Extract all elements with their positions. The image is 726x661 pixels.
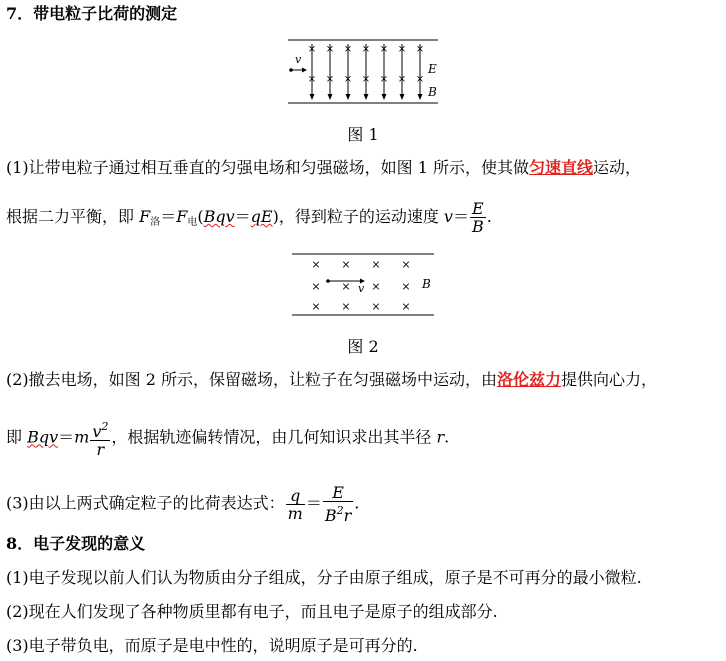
fig2-cross-mark: × bbox=[311, 258, 321, 271]
fraction-3-numerator: q bbox=[286, 487, 305, 505]
fig2-cross-mark: × bbox=[311, 280, 321, 293]
fig1-field-arrow bbox=[346, 94, 351, 100]
paragraph-2-line-1 bbox=[6, 370, 657, 390]
p2-line2-a: 即 bbox=[6, 427, 28, 447]
fig2-cross-mark: × bbox=[341, 300, 351, 313]
highlight-uniform-linear: 匀速直线 bbox=[529, 158, 594, 177]
p1-line2-a: 根据二力平衡，即 bbox=[6, 207, 140, 226]
fig1-cross-mark: × bbox=[325, 74, 335, 85]
fig1-label-B: B bbox=[428, 85, 437, 99]
symbol-r: r bbox=[436, 427, 445, 447]
fig1-field-arrow bbox=[382, 94, 387, 100]
fig1-label-v: v bbox=[295, 53, 302, 66]
fig1-field-arrow bbox=[400, 94, 405, 100]
fig1-cross-mark: × bbox=[397, 74, 407, 85]
subscript-luo: 洛 bbox=[150, 217, 161, 228]
equals-2: ＝ bbox=[234, 207, 251, 226]
symbol-F-electric: F bbox=[176, 207, 188, 226]
fig1-cross-mark: × bbox=[325, 44, 335, 55]
section-7-title: 7．带电粒子比荷的测定 bbox=[6, 4, 178, 23]
fig1-cross-mark: × bbox=[307, 44, 317, 55]
fraction-q-over-m bbox=[286, 487, 305, 522]
fig2-cross-mark: × bbox=[341, 258, 351, 271]
formula-qe: qE bbox=[250, 207, 273, 226]
fig1-cross-mark: × bbox=[343, 74, 353, 85]
p2-text-a: (2)撤去电场，如图 2 所示，保留磁场，让粒子在匀强磁场中运动，由 bbox=[6, 370, 498, 389]
equals-1: ＝ bbox=[160, 207, 177, 226]
fraction-e-over-b2r bbox=[323, 484, 353, 524]
figure-1-caption: 图 1 bbox=[347, 125, 379, 144]
section-8-item-2: (2)现在人们发现了各种物质里都有电子，而且电子是原子的组成部分. bbox=[6, 602, 498, 621]
fig2-label-B: B bbox=[422, 277, 431, 291]
subscript-dian: 电 bbox=[187, 217, 198, 228]
paren-close: ) bbox=[272, 207, 279, 226]
fig2-label-v: v bbox=[358, 282, 365, 295]
figure-2-diagram bbox=[292, 250, 442, 316]
fig1-cross-mark: × bbox=[307, 74, 317, 85]
fig2-cross-mark: × bbox=[401, 300, 411, 313]
fig1-cross-mark: × bbox=[415, 44, 425, 55]
fig2-cross-mark: × bbox=[371, 280, 381, 293]
highlight-lorentz-force: 洛伦兹力 bbox=[497, 370, 562, 389]
fig1-cross-mark: × bbox=[361, 44, 371, 55]
paren-open: ( bbox=[197, 207, 204, 226]
fraction-1-numerator: E bbox=[470, 200, 486, 218]
fig2-cross-mark: × bbox=[311, 300, 321, 313]
fraction-v2-over-r bbox=[90, 418, 110, 458]
p2-text-b: 提供向心力， bbox=[561, 370, 658, 389]
fig2-cross-mark: × bbox=[401, 280, 411, 293]
fraction-2-numerator bbox=[90, 418, 110, 441]
p3-text-a: (3)由以上两式确定粒子的比荷表达式： bbox=[6, 493, 285, 513]
fig1-cross-mark: × bbox=[379, 44, 389, 55]
fig1-label-E: E bbox=[428, 62, 437, 76]
period-2: . bbox=[444, 427, 450, 447]
fraction-4-numerator: E bbox=[323, 484, 353, 502]
p1-text-b: 运动， bbox=[593, 158, 642, 177]
fig1-field-arrow bbox=[418, 94, 423, 100]
fig1-cross-mark: × bbox=[343, 44, 353, 55]
fraction-2-v: v bbox=[92, 422, 102, 441]
fig1-cross-mark: × bbox=[415, 74, 425, 85]
figure-1-diagram bbox=[288, 36, 438, 108]
fraction-e-over-b bbox=[470, 200, 486, 235]
fraction-4-r: r bbox=[343, 506, 352, 525]
symbol-v: v bbox=[443, 207, 453, 226]
section-8-item-1: (1)电子发现以前人们认为物质由分子组成，分子由原子组成，原子是不可再分的最小微粒. bbox=[6, 568, 642, 587]
fig1-velocity-arrow bbox=[302, 68, 307, 73]
p1-line2-b: ，得到粒子的运动速度 bbox=[278, 207, 444, 226]
fig2-cross-mark: × bbox=[341, 280, 351, 293]
p2-line2-b: ，根据轨迹偏转情况，由几何知识求出其半径 bbox=[111, 427, 437, 447]
paragraph-1-line-1 bbox=[6, 158, 641, 178]
symbol-F-lorentz: F bbox=[139, 207, 151, 226]
paragraph-3 bbox=[6, 484, 359, 524]
equals-4: ＝ bbox=[58, 427, 75, 447]
formula-bqv: Bqv bbox=[203, 207, 235, 226]
period-3: . bbox=[354, 493, 360, 513]
equals-3: ＝ bbox=[452, 207, 469, 226]
fraction-1-denominator: B bbox=[471, 217, 484, 236]
fraction-3-denominator: m bbox=[287, 503, 303, 523]
p1-text-a: (1)让带电粒子通过相互垂直的匀强电场和匀强磁场，如图 1 所示，使其做 bbox=[6, 158, 530, 177]
fig2-cross-mark: × bbox=[401, 258, 411, 271]
fig1-field-arrow bbox=[310, 94, 315, 100]
paragraph-1-line-2 bbox=[6, 200, 492, 235]
fig1-cross-mark: × bbox=[379, 74, 389, 85]
symbol-m: m bbox=[74, 427, 90, 447]
fig1-cross-mark: × bbox=[361, 74, 371, 85]
fig1-cross-mark: × bbox=[397, 44, 407, 55]
section-8-title: 8．电子发现的意义 bbox=[6, 534, 146, 553]
equals-5: ＝ bbox=[305, 493, 322, 513]
section-8-item-3: (3)电子带负电，而原子是电中性的，说明原子是可再分的. bbox=[6, 636, 418, 655]
fig1-field-arrow bbox=[328, 94, 333, 100]
fig2-cross-mark: × bbox=[371, 258, 381, 271]
formula-bqv-2: Bqv bbox=[27, 427, 59, 447]
fig2-cross-mark: × bbox=[371, 300, 381, 313]
fraction-2-sup: 2 bbox=[101, 420, 109, 433]
figure-2-caption: 图 2 bbox=[347, 337, 379, 356]
period-1: . bbox=[486, 207, 492, 226]
fraction-4-B: B bbox=[324, 506, 337, 525]
fraction-4-denominator bbox=[323, 502, 353, 524]
paragraph-2-line-2 bbox=[6, 418, 449, 458]
fraction-2-denominator: r bbox=[96, 440, 105, 459]
fraction-4-sup: 2 bbox=[336, 504, 344, 517]
fig1-field-arrow bbox=[364, 94, 369, 100]
